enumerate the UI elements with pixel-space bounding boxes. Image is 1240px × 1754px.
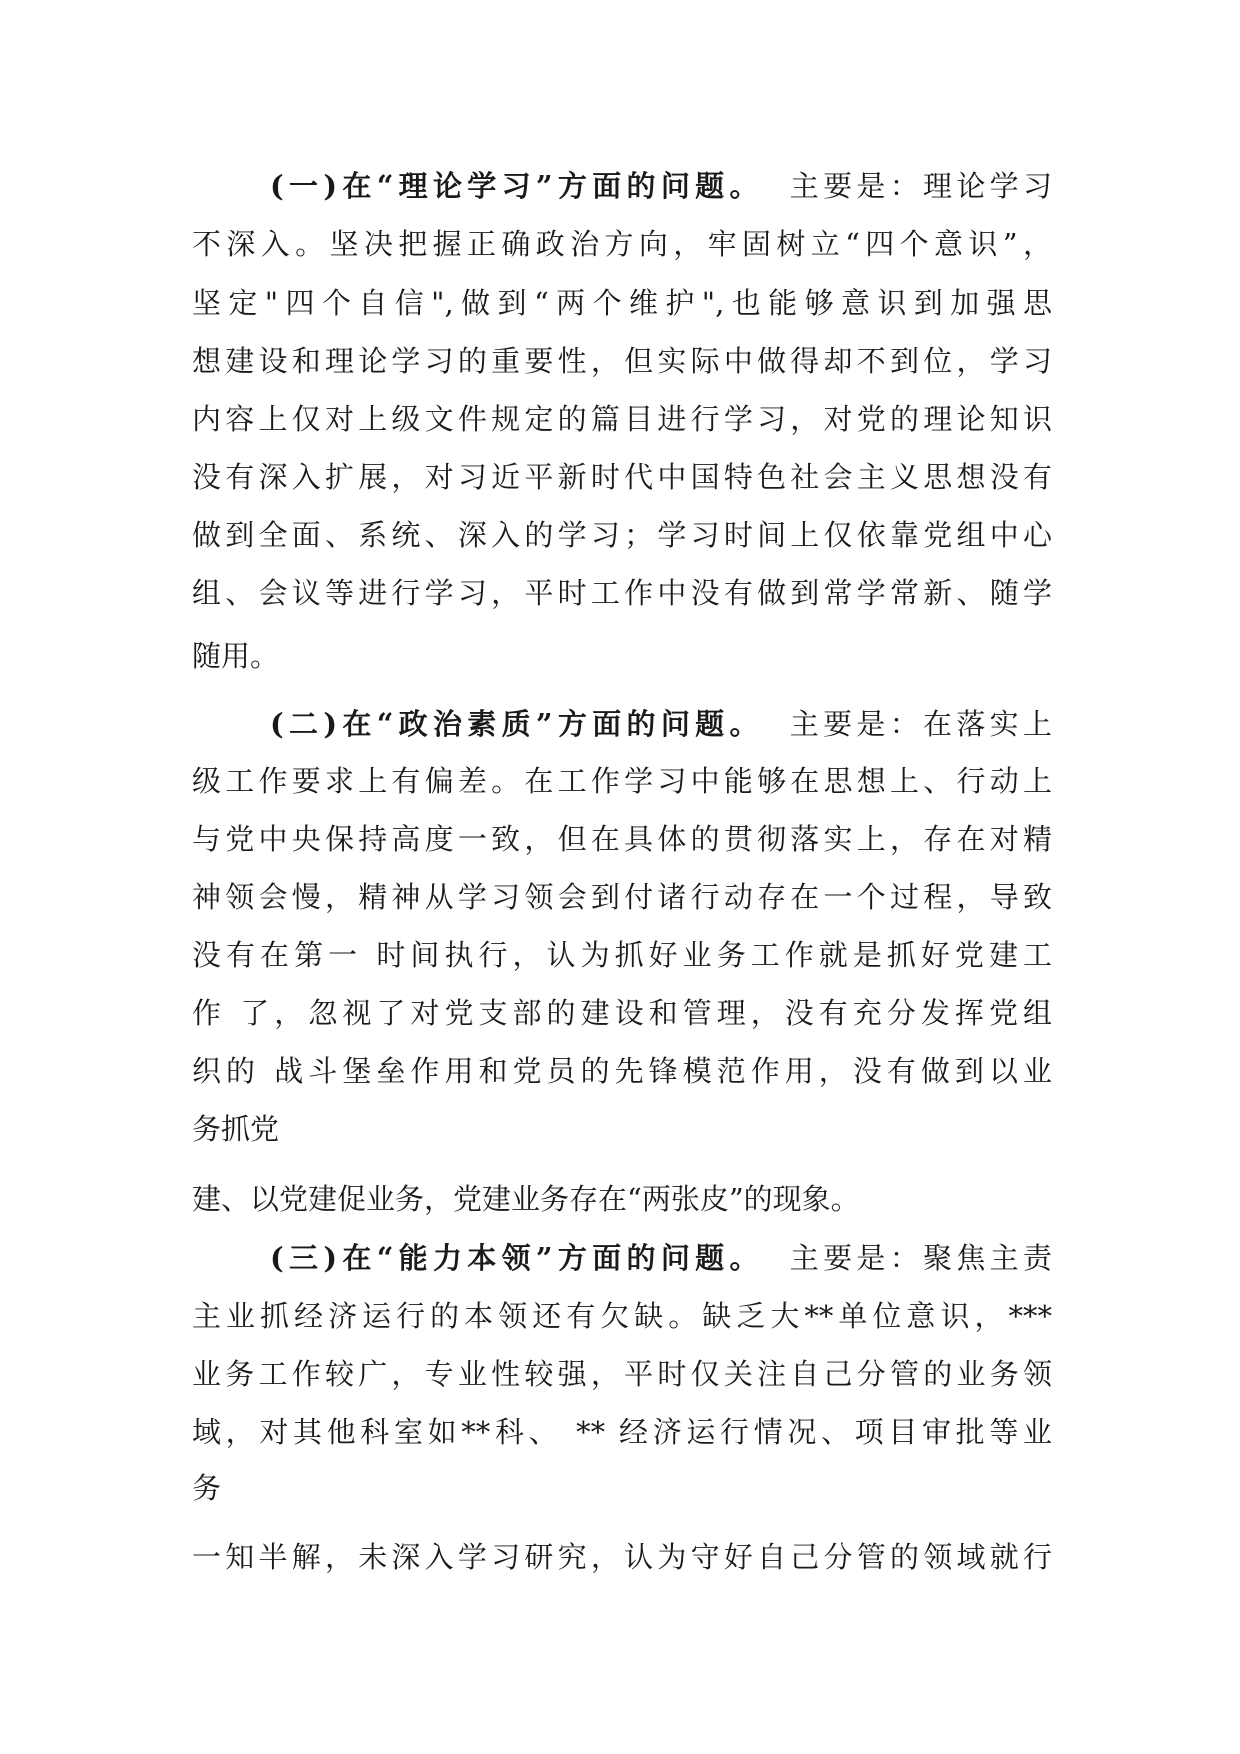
section-2-lead: 主要是：在落实上 [789,707,1052,741]
section-1-line: 随用。 [192,639,280,673]
section-2-line: 建、以党建促业务，党建业务存在“两张皮”的现象。 [192,1182,860,1216]
section-3-line: 一知半解，未深入学习研究，认为守好自己分管的领域就行 [192,1540,1052,1574]
section-1-line: 做到全面、系统、深入的学习；学习时间上仅依靠党组中心 [192,518,1052,552]
section-1-first-line [270,166,1052,206]
section-1-line: 不深入。坚决把握正确政治方向，牢固树立“四个意识”， [192,227,1052,261]
section-2-line: 与党中央保持高度一致，但在具体的贯彻落实上，存在对精 [192,822,1052,856]
section-3-line: 主业抓经济运行的本领还有欠缺。缺乏大**单位意识，*** [192,1299,1052,1333]
section-1-lead: 主要是：理论学习 [789,169,1052,203]
section-2-line: 没有在第一 时间执行，认为抓好业务工作就是抓好党建工 [192,938,1052,972]
section-2-line: 织的 战斗堡垒作用和党员的先锋模范作用，没有做到以业 [192,1054,1052,1088]
section-1-line: 坚定"四个自信",做到“两个维护",也能够意识到加强思 [192,286,1052,320]
section-3-line: 业务工作较广，专业性较强，平时仅关注自己分管的业务领 [192,1357,1052,1391]
section-1-line: 内容上仅对上级文件规定的篇目进行学习，对党的理论知识 [192,402,1052,436]
section-2-line: 神领会慢，精神从学习领会到付诸行动存在一个过程，导致 [192,880,1052,914]
section-3-first-line [270,1238,1052,1278]
section-1-line: 没有深入扩展，对习近平新时代中国特色社会主义思想没有 [192,460,1052,494]
section-2-line: 级工作要求上有偏差。在工作学习中能够在思想上、行动上 [192,764,1052,798]
section-3-line: 域，对其他科室如**科、 ** 经济运行情况、项目审批等业 [192,1415,1052,1449]
section-1-line: 组、会议等进行学习，平时工作中没有做到常学常新、随学 [192,576,1052,610]
section-2-line: 作 了，忽视了对党支部的建设和管理，没有充分发挥党组 [192,996,1052,1030]
section-1-line: 想建设和理论学习的重要性，但实际中做得却不到位，学习 [192,344,1052,378]
section-3-lead: 主要是：聚焦主责 [789,1241,1052,1275]
section-2-first-line [270,704,1052,744]
section-1-heading: (一)在“理论学习”方面的问题。 [270,169,764,203]
section-3-heading: (三)在“能力本领”方面的问题。 [270,1241,764,1275]
section-2-heading: (二)在“政治素质”方面的问题。 [270,707,764,741]
section-3-line: 务 [192,1471,222,1505]
section-2-line: 务抓党 [192,1112,280,1146]
